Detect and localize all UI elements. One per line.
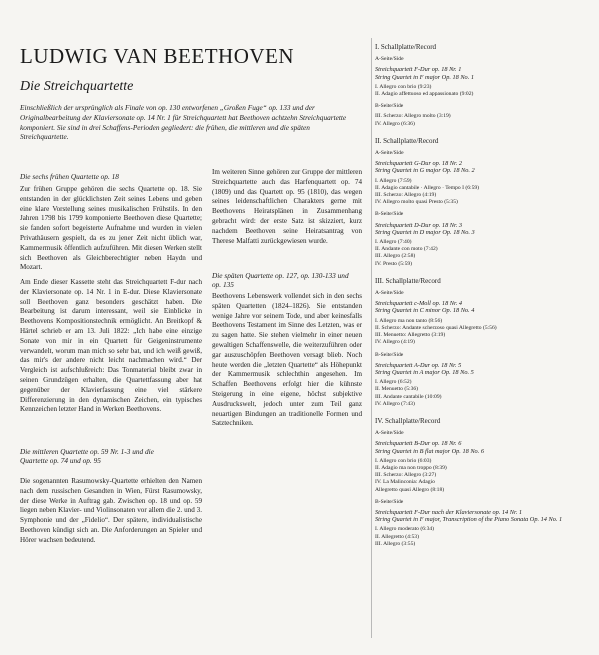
- text-column-2a: [212, 168, 362, 246]
- movement-item: III. Scherzo: Allegro (3:27): [375, 472, 437, 479]
- movement-item: II. Adagio affettuoso ed appassionato (9:02): [375, 91, 474, 98]
- record-label: III. Schallplatte/Record: [375, 276, 441, 285]
- work-title: String Quartet in F major Op. 18 No. 1: [375, 73, 475, 81]
- paragraph: Die sogenannten Rasumowsky-Quartette erhielten den Namen nach dem russischen Gesandten in Wien, Fürst Rasumowsky, der diese Werke in Auftrag gab. Zwischen op. 18 und op. 59 liegen neben Klavier- und Violinsonaten vor allem die 2. und 3. Symphonie und der „Fidelio“. Der spätere, individualistische Beethoven kündigt sich an. Die Anforderungen an Spieler und Hörer wachsen bedeutend.: [20, 477, 202, 544]
- work-title: Streichquartett A-Dur op. 18 Nr. 5: [375, 361, 462, 369]
- record-block: [375, 278, 590, 408]
- record-label: I. Schallplatte/Record: [375, 43, 437, 51]
- movement-item: I. Allegro ma non tanto (8:56): [375, 317, 443, 324]
- section-heading-late: Die späten Quartette op. 127, op. 130-133 und op. 135: [212, 271, 349, 289]
- movement-list: [375, 379, 590, 408]
- work-block: [375, 113, 590, 127]
- movement-item: III. Menuetto: Allegretto (3:19): [375, 332, 446, 339]
- work-title: Streichquartett G-Dur op. 18 Nr. 2: [375, 160, 463, 168]
- movement-item: IV. Allegro (4:19): [375, 339, 415, 346]
- text-column-1a: [20, 185, 202, 273]
- movement-list: [375, 526, 590, 548]
- text-column-1c: [20, 477, 202, 546]
- record-block: [375, 138, 590, 268]
- paragraph: Beethovens Lebenswerk vollendet sich in den sechs späten Quartetten (1824–1826). Sie entstanden wenige Jahre vor seinem Tode, und aber keinesfalls Beethovens Testament im Sinne des Letzten, was er zu sagen hatte. Sie stehen vielmehr in einer neuen gewaltigen Schaffenswelle, die weiterzuführen oder gar auszuschöpfen Beethoven versagt blieb. Noch heute werden die „letzten Quartette“ als Höhepunkt der Kammermusik schlechthin angesehen. Im Schaffen Beethovens erfolgt hier die kühnste Steigerung in eine eigene, höchst subjektive Ausdruckswelt, jedoch unter zum Teil ganz neuartigen Bindungen an traditionelle Formen und Satztechniken.: [212, 292, 362, 428]
- work-block: [375, 509, 590, 548]
- work-block: [375, 160, 590, 206]
- column-divider: [371, 38, 372, 638]
- movement-list: [375, 178, 590, 207]
- movement-list: [375, 318, 590, 347]
- page-subtitle: Die Streichquartette: [20, 79, 134, 94]
- movement-item: III. Andante cantabile (10:09): [375, 393, 442, 400]
- work-block: [375, 440, 590, 493]
- section-heading-early: Die sechs frühen Quartette op. 18: [20, 172, 119, 181]
- movement-list: [375, 239, 590, 268]
- work-title: String Quartet in D major Op. 18 No. 3: [375, 228, 475, 236]
- record-block: [375, 418, 590, 548]
- work-title: Streichquartett F-Dur op. 18 Nr. 1: [375, 66, 462, 74]
- work-title: String Quartet in F major, Transcription of the Piano Sonata Op. 14 No. 1: [375, 516, 563, 524]
- movement-item: IV. Presto (5:59): [375, 260, 413, 267]
- movement-item: I. Allegro (7:59): [375, 177, 412, 184]
- work-block: [375, 362, 590, 408]
- movement-item: IV. La Malinconia: Adagio: [375, 479, 435, 486]
- side-label: B-Seite/Side: [375, 351, 404, 358]
- movement-item: I. Allegro (7:40): [375, 239, 412, 246]
- side-label: A-Seite/Side: [375, 290, 404, 297]
- paragraph: Am Ende dieser Kassette steht das Streichquartett F-dur nach der Klaviersonate op. 14 Nr. 1 in E-dur. Diese Klaviersonate soll Beethoven ganz besonders geschätzt haben. Die Bearbeitung ist darum interessant, weil sie Einblicke in Beethovens Kompositionstechnik ermöglicht. An Breitkopf & Härtel schrieb er am 13. Juli 1822: „Ich habe eine einzige Sonate von mir in ein Quartett für Geigeninstrumente verwandelt, worum man mich so sehr bat, und ich weiß gewiß, das mir's der andere nicht leicht nachmachen wird.“ Der Vergleich ist aufschlußreich: Das Tonmaterial bleibt zwar in seinen Grundzügen erhalten, die Quartettfassung aber hat gegenüber der Klavierfassung eine viel stärkere Differenzierung in den dynamischen Zeichen, ein typisches Kennzeichen letzter Hand in Werken Beethovens.: [20, 278, 202, 414]
- work-title: String Quartet in A major Op. 18 No. 5: [375, 368, 474, 376]
- side-label: B-Seite/Side: [375, 498, 404, 505]
- record-label: II. Schallplatte/Record: [375, 136, 439, 145]
- movement-item: II. Allegretto (4:53): [375, 533, 419, 540]
- movement-item: IV. Allegro molto quasi Presto (5:35): [375, 199, 458, 206]
- paragraph: Im weiteren Sinne gehören zur Gruppe der mittleren Streichquartette auch das Harfenquartett op. 74 (1809) und das Quartett op. 95 (1810), das wegen seines leidenschaftlichen Charakters gerne mit Beethovens Heiratsplänen in Zusammenhang gebracht wird: der erste Satz ist skizziert, kurz nachdem Beethoven seine Heiratsantrag von Therese Malfatti zurückgewiesen wurde.: [212, 168, 362, 245]
- movement-item: I. Allegro con brio (9:23): [375, 83, 432, 90]
- movement-item: II. Scherzo: Andante scherzoso quasi Allegretto (5:56): [375, 324, 497, 331]
- movement-item: III. Allegro (3:55): [375, 540, 416, 547]
- text-column-2b: [212, 292, 362, 429]
- record-block: [375, 44, 590, 128]
- movement-item: I. Allegro moderato (6:34): [375, 526, 435, 533]
- work-title: Streichquartett B-Dur op. 18 Nr. 6: [375, 440, 462, 448]
- movement-item: III. Allegro (2:58): [375, 253, 416, 260]
- movement-item: II. Menuetto (5:36): [375, 386, 419, 393]
- work-title: String Quartet in G major Op. 18 No. 2: [375, 167, 475, 175]
- work-title: String Quartet in C minor Op. 18 No. 4: [375, 307, 475, 315]
- work-block: [375, 66, 590, 98]
- intro-paragraph: Einschließlich der ursprünglich als Finale von op. 130 entworfenen „Großen Fuge“ op. 133 und der Originalbearbeitung der Klaviersonate op. 14 Nr. 1 für Streichquartett hat Beethoven achtzehn Streichquartette komponiert. Sie sind in drei Schaffens-Perioden gegliedert: die frühen, die mittleren und die späten Streichquartette.: [20, 103, 347, 142]
- section-heading-middle: Die mittleren Quartette op. 59 Nr. 1-3 und die Quartette op. 74 und op. 95: [20, 447, 154, 465]
- movement-item: IV. Allegro (6:36): [375, 120, 415, 127]
- side-label: B-Seite/Side: [375, 103, 404, 110]
- track-listing: [375, 44, 590, 548]
- movement-item: I. Allegro (6:52): [375, 379, 412, 386]
- work-title: Streichquartett D-Dur op. 18 Nr. 3: [375, 221, 463, 229]
- movement-item: Allegretto quasi Allegro (8:18): [375, 486, 445, 493]
- work-block: [375, 222, 590, 268]
- side-label: A-Seite/Side: [375, 56, 404, 63]
- work-block: [375, 300, 590, 346]
- work-title: Streichquartett F-Dur nach der Klaviersonate op. 14 Nr. 1: [375, 508, 523, 516]
- movement-list: [375, 458, 590, 494]
- movement-item: II. Adagio cantabile · Allegro · Tempo I (6:59): [375, 184, 480, 191]
- paragraph: Zur frühen Gruppe gehören die sechs Quartette op. 18. Sie entstanden in der glücklichsten Zeit seines Lebens und geben eine klare Vorstellung seines musikalischen Frühstils. In den Jahren 1798 bis 1799 komponierte Beethoven diese Quartette; sie fanden sofort begeisterte Aufnahme und wurden in vielen Privathäusern gespielt, da es zu jener Zeit nicht üblich war, Kammermusik öffentlich aufzuführen. Mit diesen Werken stellt sich Beethoven als Gleichberechtigter neben Haydn und Mozart.: [20, 185, 202, 272]
- movement-item: I. Allegro con brio (6:03): [375, 457, 432, 464]
- side-label: A-Seite/Side: [375, 150, 404, 157]
- side-label: A-Seite/Side: [375, 430, 404, 437]
- page-title: LUDWIG VAN BEETHOVEN: [20, 44, 295, 68]
- work-title: Streichquartett c-Moll op. 18 Nr. 4: [375, 300, 463, 308]
- side-label: B-Seite/Side: [375, 211, 404, 218]
- movement-item: III. Scherzo: Allegro (4:19): [375, 192, 437, 199]
- movement-item: II. Adagio ma non troppo (8:39): [375, 464, 447, 471]
- work-title: String Quartet in B flat major Op. 18 No. 6: [375, 447, 484, 455]
- movement-list: [375, 84, 590, 98]
- movement-item: II. Andante con moto (7:42): [375, 246, 438, 253]
- movement-list: [375, 113, 590, 127]
- text-column-1b: [20, 278, 202, 415]
- movement-item: III. Scherzo: Allegro molto (3:19): [375, 113, 451, 120]
- record-label: IV. Schallplatte/Record: [375, 416, 441, 425]
- movement-item: IV. Allegro (7:43): [375, 400, 415, 407]
